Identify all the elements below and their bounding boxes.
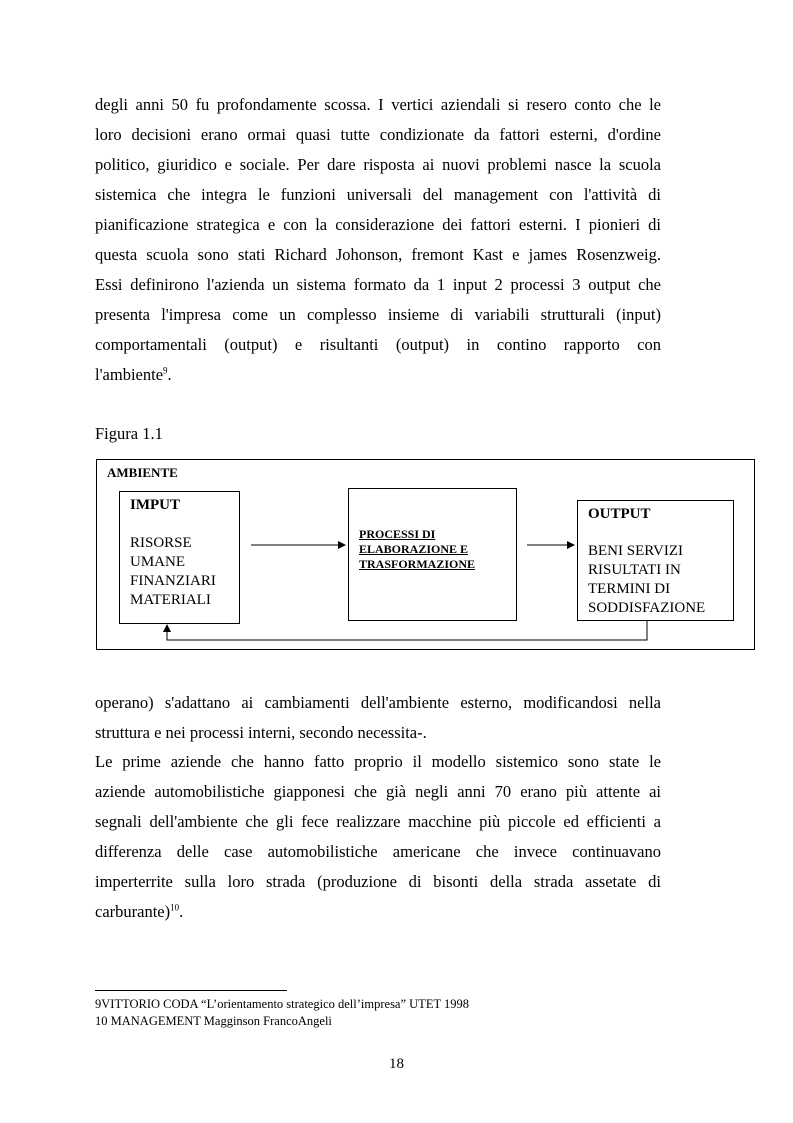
process-box — [348, 488, 517, 621]
text-line: presenta l'impresa come un complesso insieme di variabili strutturali (input) — [95, 305, 661, 324]
text-line: sistemica che integra le funzioni universali del management con l'attività di — [95, 185, 661, 204]
paragraph-3 — [95, 747, 661, 927]
figure-caption: Figura 1.1 — [95, 424, 163, 443]
process-line: PROCESSI DI — [359, 527, 436, 541]
footnote-10: 10 MANAGEMENT Magginson FrancoAngeli — [95, 1014, 332, 1028]
input-item: RISORSE — [130, 535, 192, 551]
text-line — [95, 897, 661, 927]
text-fragment: . — [179, 902, 184, 921]
footnote-separator — [95, 990, 287, 991]
text-line: differenza delle case automobilistiche americane che invece continuavano — [95, 842, 661, 861]
input-title: IMPUT — [130, 497, 180, 513]
output-items — [588, 542, 705, 618]
environment-label: AMBIENTE — [107, 465, 178, 480]
process-line: TRASFORMAZIONE — [359, 557, 476, 571]
paragraph-2 — [95, 688, 661, 748]
output-box — [577, 500, 734, 621]
text-line: politico, giuridico e sociale. Per dare risposta ai nuovi problemi nasce la scuola — [95, 155, 661, 174]
text-line: imperterrite sulla loro strada (produzione di bisonti della strada assetate di — [95, 872, 661, 891]
footnote-ref-9[interactable]: 9 — [163, 365, 168, 376]
text-fragment: carburante) — [95, 902, 171, 921]
text-line: aziende automobilistiche giapponesi che già negli anni 70 erano più attente ai — [95, 782, 661, 801]
text-line: loro decisioni erano ormai quasi tutte condizionate da fattori esterni, d'ordine — [95, 125, 661, 144]
system-diagram — [96, 459, 755, 650]
input-item: UMANE — [130, 554, 185, 570]
page-number: 18 — [389, 1056, 404, 1072]
process-line: ELABORAZIONE E — [359, 542, 469, 556]
text-line: struttura e nei processi interni, secondo necessita-. — [95, 723, 427, 742]
text-line: Essi definirono l'azienda un sistema formato da 1 input 2 processi 3 output che — [95, 275, 661, 294]
text-line: questa scuola sono stati Richard Johonson, fremont Kast e james Rosenzweig. — [95, 245, 661, 264]
output-title: OUTPUT — [588, 506, 651, 522]
text-fragment: l'ambiente — [95, 365, 164, 384]
output-item: BENI SERVIZI — [588, 543, 684, 559]
footnote-ref-10[interactable]: 10 — [170, 902, 180, 913]
text-fragment: . — [167, 365, 172, 384]
text-line: comportamentali (output) e risultanti (output) in contino rapporto con — [95, 335, 661, 354]
input-box — [119, 491, 240, 624]
text-line: segnali dell'ambiente che gli fece realizzare macchine più piccole ed efficienti a — [95, 812, 661, 831]
input-items — [130, 534, 216, 610]
input-item: MATERIALI — [130, 592, 211, 608]
text-line — [95, 360, 661, 390]
footnote-9: 9VITTORIO CODA “L’orientamento strategico dell’impresa” UTET 1998 — [95, 997, 469, 1011]
text-line: Le prime aziende che hanno fatto proprio il modello sistemico sono state le — [95, 752, 661, 771]
text-line: pianificazione strategica e con la considerazione dei fattori esterni. I pionieri di — [95, 215, 661, 234]
paragraph-1 — [95, 90, 661, 390]
process-label — [359, 527, 475, 572]
output-item: SODDISFAZIONE — [588, 600, 706, 616]
output-item: RISULTATI IN — [588, 562, 681, 578]
text-line: operano) s'adattano ai cambiamenti dell'ambiente esterno, modificandosi nella — [95, 693, 661, 712]
input-item: FINANZIARI — [130, 573, 216, 589]
text-line: degli anni 50 fu profondamente scossa. I vertici aziendali si resero conto che le — [95, 95, 661, 114]
output-item: TERMINI DI — [588, 581, 671, 597]
